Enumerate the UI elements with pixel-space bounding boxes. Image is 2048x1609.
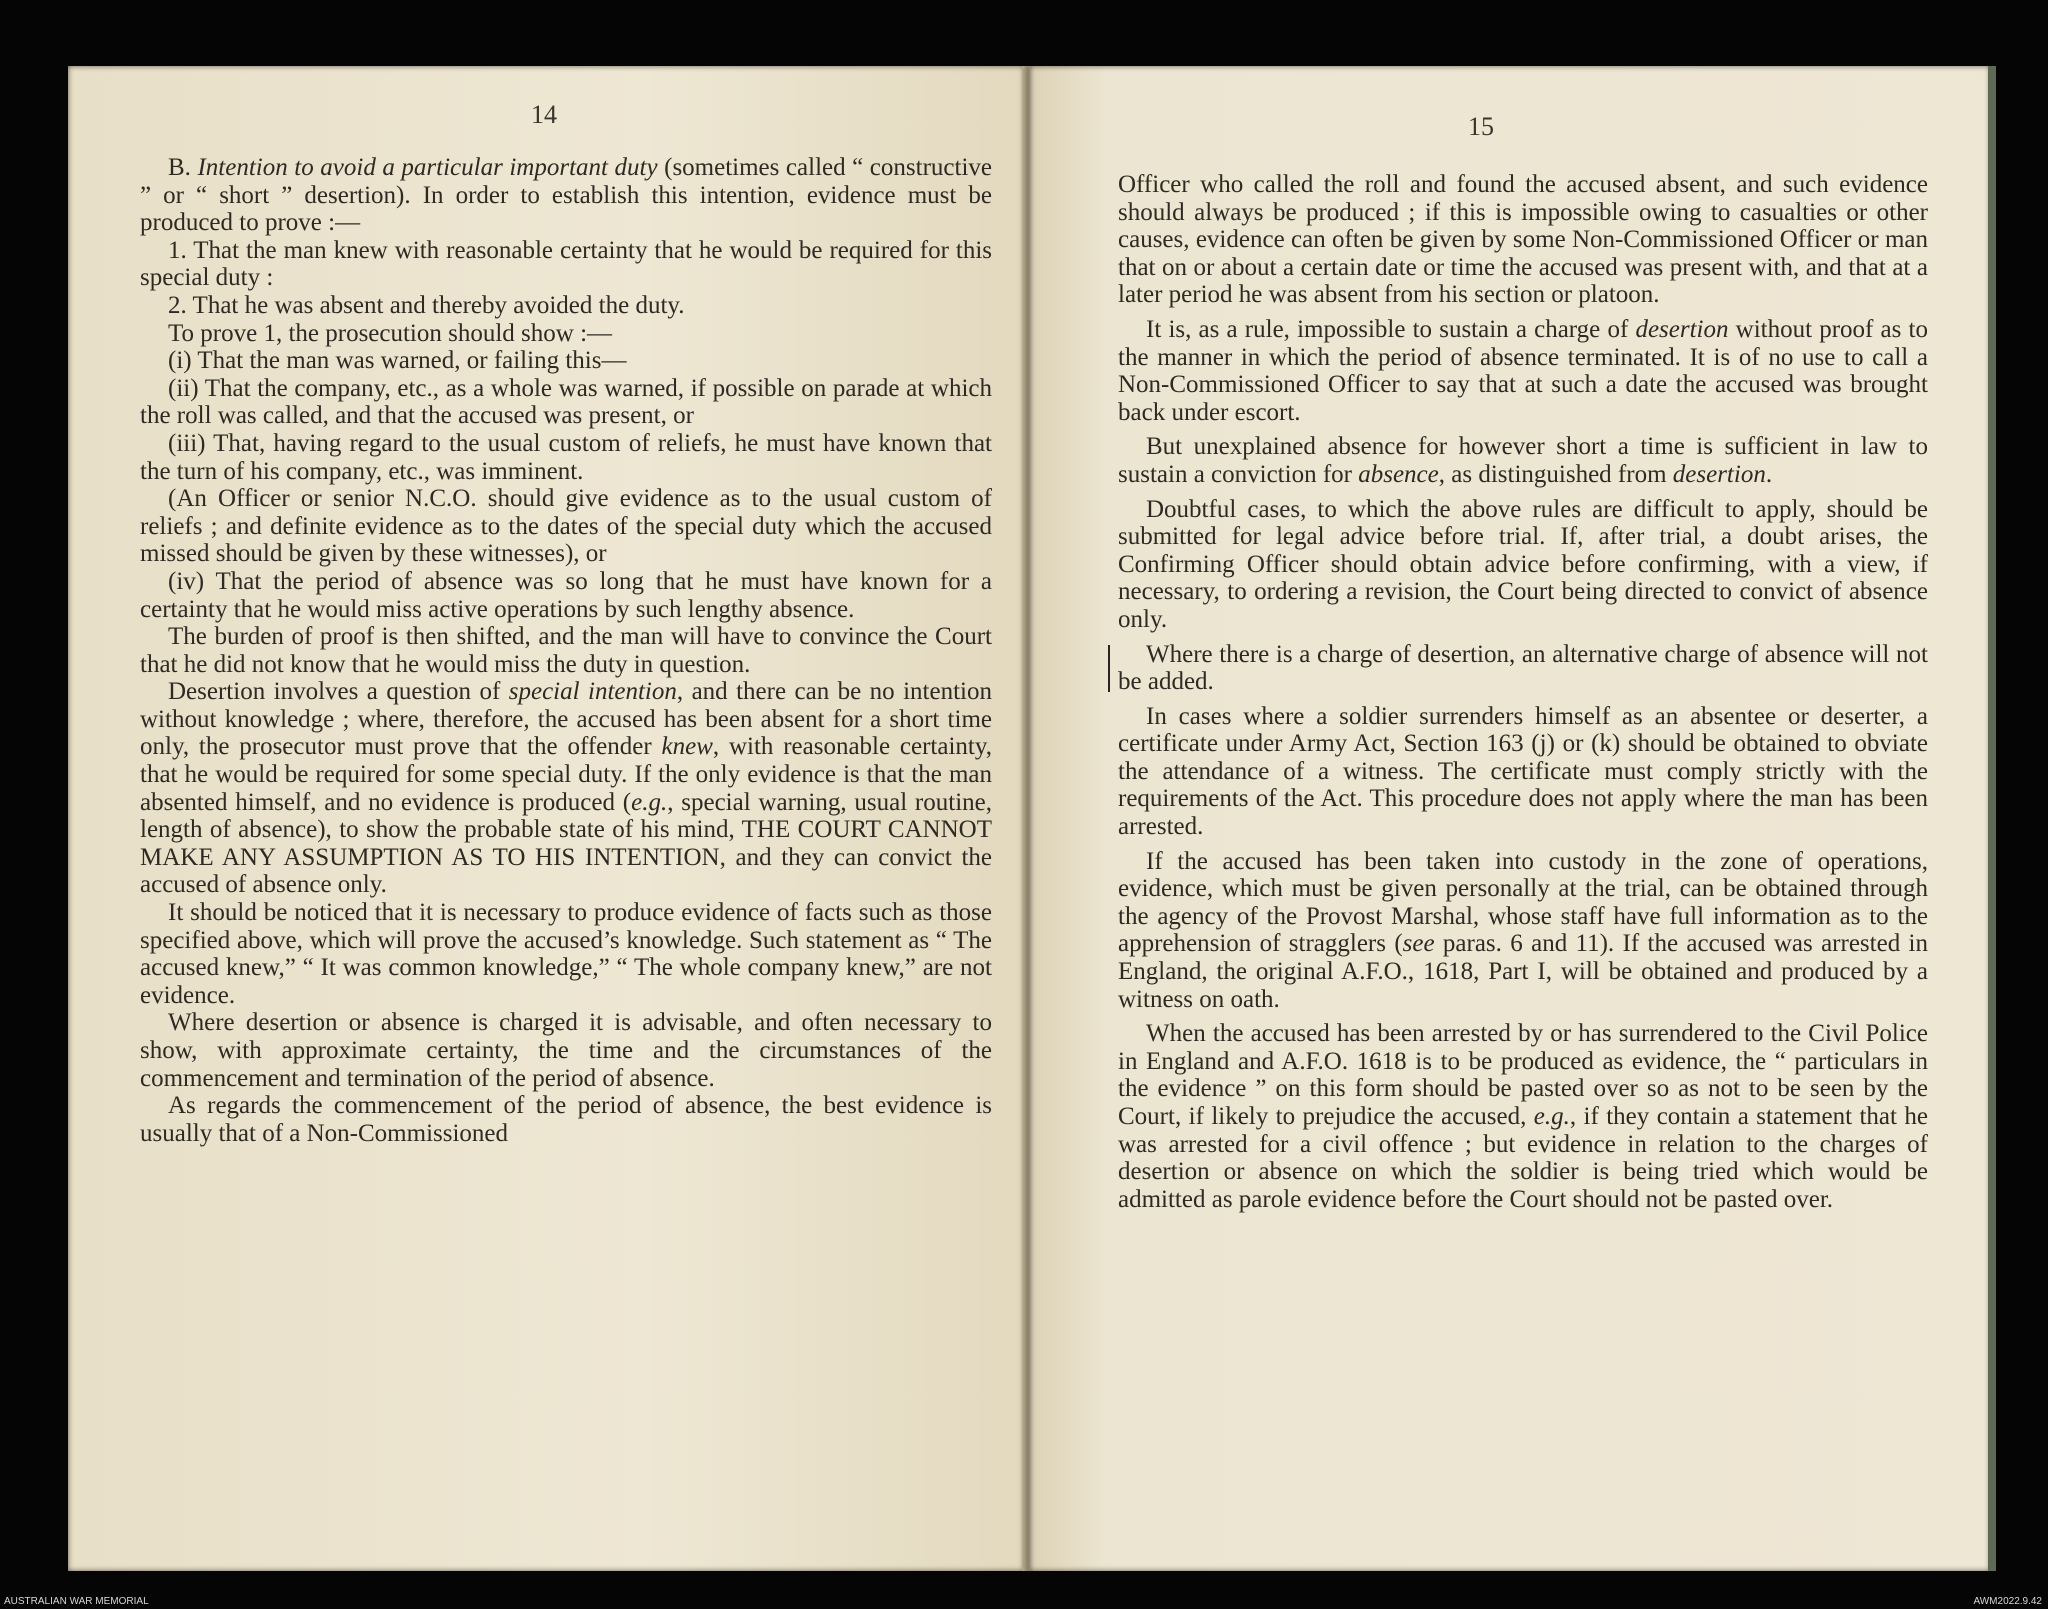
footer-credit: AUSTRALIAN WAR MEMORIAL bbox=[4, 1596, 149, 1607]
paragraph: But unexplained absence for however short a time is sufficient in law to sustain a conviction for absence, as distinguished from desertion. bbox=[1118, 433, 1928, 488]
paragraph: When the accused has been arrested by or has surrendered to the Civil Police in England and A.F.O. 1618 is to be produced as evidence, the “ particulars in the evidence ” on this form should be pasted over so as not to be seen by the Court, if likely to prejudice the accused, e.g., if they contain a statement that he was arrested for a civil offence ; but evidence in relation to the charges of desertion or absence on which the soldier is being tried which would be admitted as parole evidence before the Court should not be pasted over. bbox=[1118, 1020, 1928, 1213]
paragraph: The burden of proof is then shifted, and the man will have to convince the Court that he did not know that he would miss the duty in question. bbox=[140, 623, 992, 678]
page-number-right: 15 bbox=[1468, 112, 1494, 141]
paragraph: It is, as a rule, impossible to sustain a charge of desertion without proof as to the manner in which the period of absence terminated. It is of no use to call a Non-Commissioned Officer to say that at such a date the accused was brought back under escort. bbox=[1118, 315, 1928, 426]
paragraph: Officer who called the roll and found the accused absent, and such evidence should always be produced ; if this is impossible owing to casualties or other causes, evidence can often be given by some Non-Commissioned Officer or man that on or about a certain date or time the accused was present with, and that at a later period he was absent from his section or platoon. bbox=[1118, 171, 1928, 309]
paragraph: If the accused has been taken into custody in the zone of operations, evidence, which must be given personally at the trial, can be obtained through the agency of the Provost Marshal, whose staff have full information as to the apprehension of stragglers (see paras. 6 and 11). If the accused was arrested in England, the original A.F.O., 1618, Part I, will be obtained and produced by a witness on oath. bbox=[1118, 847, 1928, 1013]
paragraph: It should be noticed that it is necessary to produce evidence of facts such as those specified above, which will prove the accused’s knowledge. Such statement as “ The accused knew,” “ It was common knowledge,” “ The whole company knew,” are not evidence. bbox=[140, 899, 992, 1009]
paragraph: B. Intention to avoid a particular important duty (sometimes called “ constructive ” or “ short ” desertion). In order to establish this intention, evidence must be produced to prove :— bbox=[140, 154, 992, 237]
paragraph: Where desertion or absence is charged it is advisable, and often necessary to show, with approximate certainty, the time and the circumstances of the commencement and termination of the period of absence. bbox=[140, 1009, 992, 1092]
paragraph: Desertion involves a question of special intention, and there can be no intention without knowledge ; where, therefore, the accused has been absent for a short time only, the prosecutor must prove that the offender knew, with reasonable certainty, that he would be required for some special duty. If the only evidence is that the man absented himself, and no evidence is produced (e.g., special warning, usual routine, length of absence), to show the probable state of his mind, THE COURT CANNOT MAKE ANY ASSUMPTION AS TO HIS INTENTION, and they can convict the accused of absence only. bbox=[140, 678, 992, 899]
paragraph: In cases where a soldier surrenders himself as an absentee or deserter, a certificate under Army Act, Section 163 (j) or (k) should be obtained to obviate the attendance of a witness. The certificate must comply strictly with the requirements of the Act. This procedure does not apply where the man has been arrested. bbox=[1118, 702, 1928, 841]
left-page-body bbox=[140, 154, 992, 1147]
paragraph: 1. That the man knew with reasonable certainty that he would be required for this special duty : bbox=[140, 236, 992, 292]
paragraph: Doubtful cases, to which the above rules are difficult to apply, should be submitted for legal advice before trial. If, after trial, a doubt arises, the Confirming Officer should obtain advice before confirming, with a view, if necessary, to ordering a revision, the Court being directed to convict of absence only. bbox=[1118, 495, 1928, 633]
paragraph: (ii) That the company, etc., as a whole was warned, if possible on parade at which the roll was called, and that the accused was present, or bbox=[140, 374, 992, 430]
left-page bbox=[68, 66, 1024, 1571]
book-edge bbox=[1988, 66, 1996, 1571]
page-number-left: 14 bbox=[531, 100, 557, 129]
paragraph: Where there is a charge of desertion, an alternative charge of absence will not be added. bbox=[1118, 640, 1928, 696]
paragraph: (An Officer or senior N.C.O. should give evidence as to the usual custom of reliefs ; and definite evidence as to the dates of the special duty which the accused missed should be given by these witnesses), or bbox=[140, 485, 992, 568]
paragraph: (i) That the man was warned, or failing this— bbox=[168, 347, 627, 375]
paragraph: As regards the commencement of the period of absence, the best evidence is usually that of a Non-Commissioned bbox=[140, 1092, 992, 1147]
right-page bbox=[1030, 66, 1990, 1571]
right-page-body bbox=[1118, 171, 1928, 1213]
paragraph: (iii) That, having regard to the usual custom of reliefs, he must have known that the turn of his company, etc., was imminent. bbox=[140, 429, 992, 485]
paragraph: (iv) That the period of absence was so long that he must have known for a certainty that he would miss active operations by such lengthy absence. bbox=[140, 567, 992, 623]
paragraph: To prove 1, the prosecution should show :— bbox=[168, 319, 613, 347]
footer-accession-number: AWM2022.9.42 bbox=[1973, 1596, 2042, 1607]
paragraph: 2. That he was absent and thereby avoided the duty. bbox=[168, 291, 685, 319]
